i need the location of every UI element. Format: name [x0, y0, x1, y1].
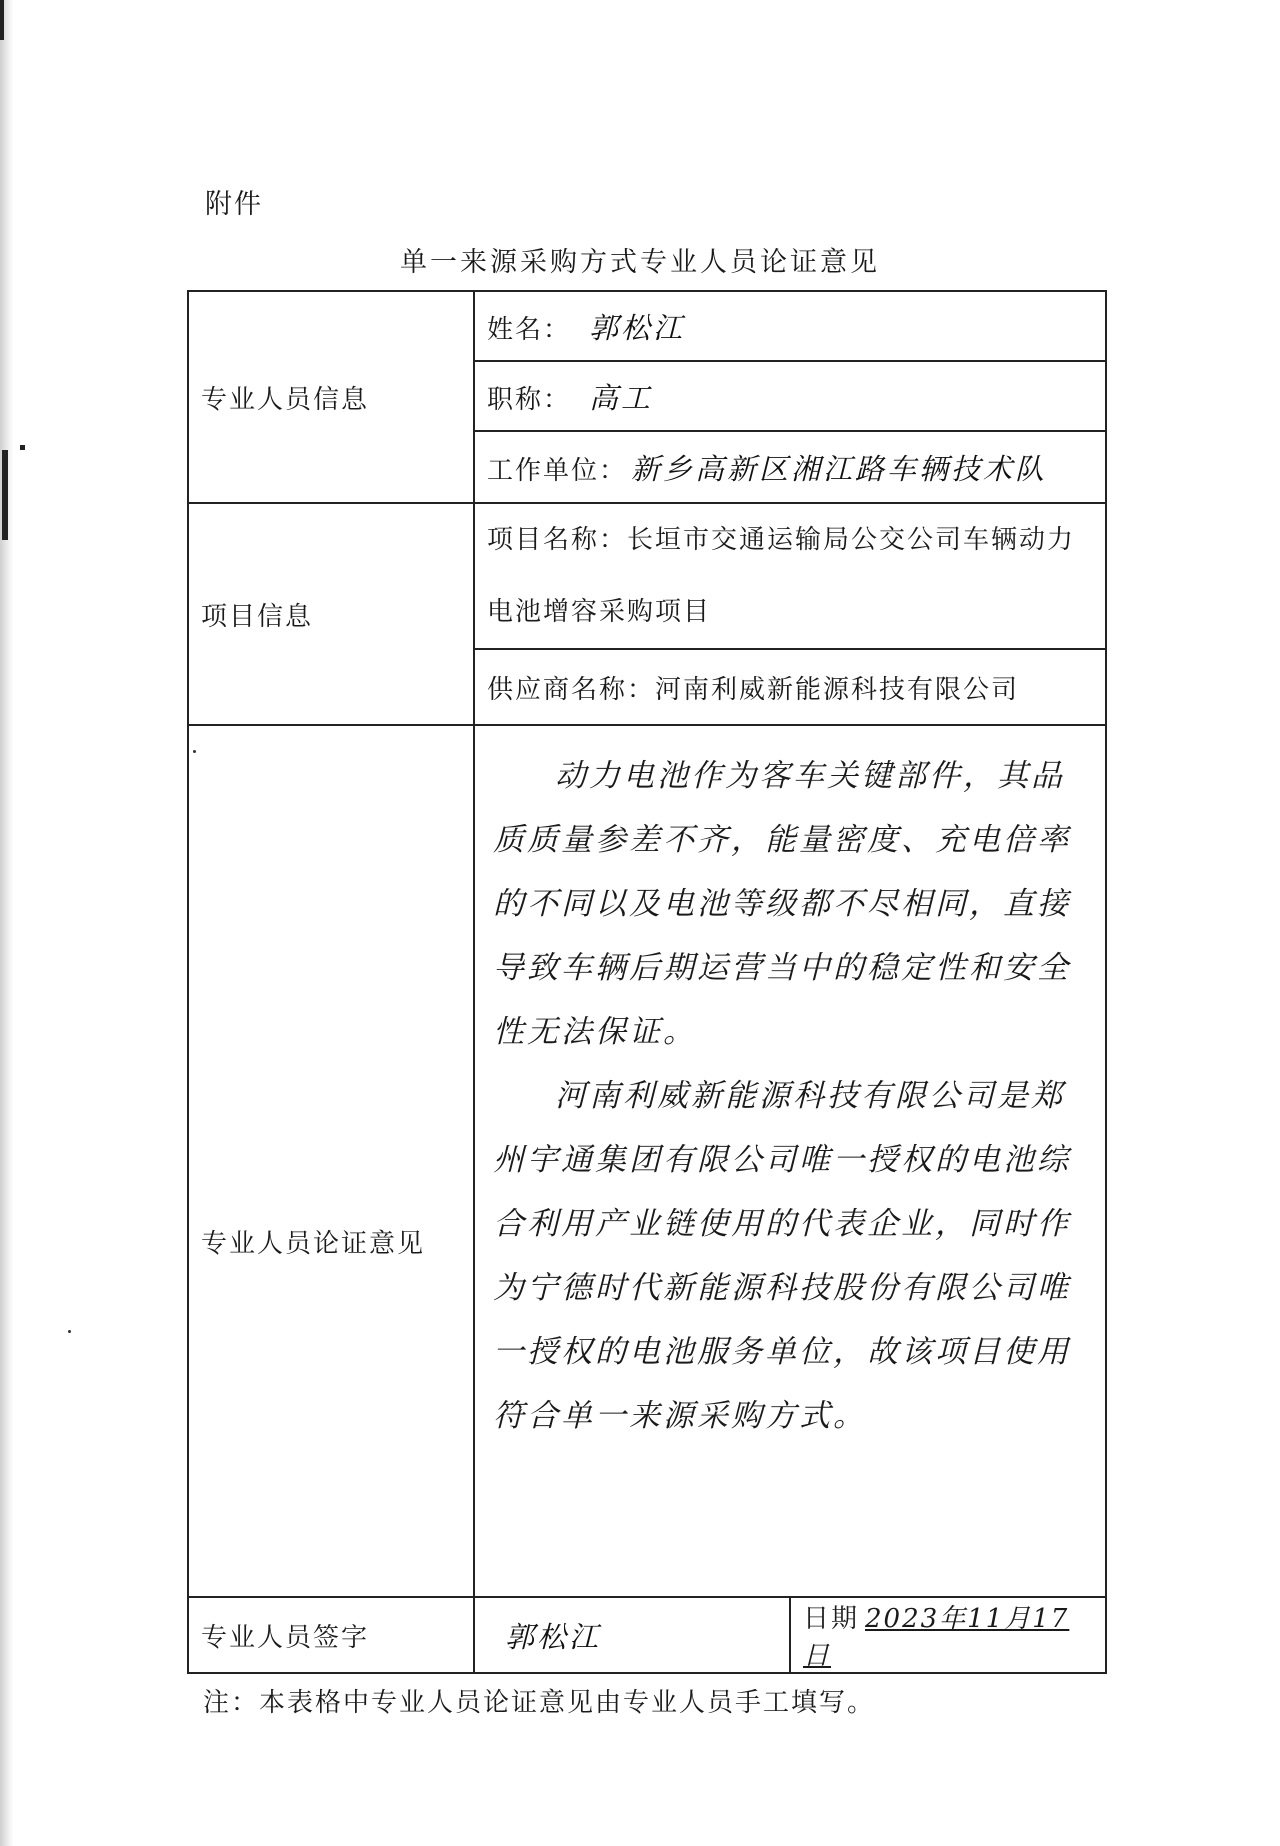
signature-handwriting: 郭松江 [505, 1619, 602, 1654]
scan-edge-mark [0, 0, 4, 40]
title-value: 高工 [589, 380, 654, 415]
signature-label: 专业人员签字 [188, 1597, 474, 1673]
opinion-section-label: 专业人员论证意见 [188, 725, 474, 1597]
project-name-value: 长垣市交通运输局公交公司车辆动力电池增容采购项目 [487, 525, 1076, 627]
supplier-label: 供应商名称： [487, 674, 656, 705]
employer-label: 工作单位： [487, 455, 628, 486]
name-label: 姓名： [487, 314, 572, 345]
employer-value: 新乡高新区湘江路车辆技术队 [631, 451, 1048, 486]
scan-edge-mark [2, 450, 8, 540]
signature-cell [474, 1597, 790, 1673]
title-label: 职称： [487, 384, 572, 415]
date-value: 2023年11月17日 [803, 1604, 1070, 1671]
footer-note: 注：本表格中专业人员论证意见由专业人员手工填写。 [203, 1688, 876, 1718]
supplier-row [474, 649, 1106, 725]
scan-dust [68, 1330, 71, 1333]
supplier-value: 河南利威新能源科技有限公司 [655, 674, 1020, 705]
opinion-form-table [187, 290, 1107, 1674]
personnel-section-label: 专业人员信息 [188, 291, 474, 503]
document-title: 单一来源采购方式专业人员论证意见 [400, 247, 880, 278]
title-row [474, 361, 1106, 431]
opinion-paragraph-2: 河南利威新能源科技有限公司是郑州宇通集团有限公司唯一授权的电池综合利用产业链使用的代表企业，同时作为宁德时代新能源科技股份有限公司唯一授权的电池服务单位，故该项目使用符合单一来源采购方式。 [493, 1078, 1071, 1434]
opinion-paragraph-1: 动力电池作为客车关键部件，其品质质量参差不齐，能量密度、充电倍率的不同以及电池等级都不尽相同，直接导致车辆后期运营当中的稳定性和安全性无法保证。 [493, 758, 1071, 1050]
employer-row [474, 431, 1106, 503]
name-row [474, 291, 1106, 361]
name-value: 郭松江 [589, 310, 686, 345]
project-name-row [474, 503, 1106, 649]
project-name-label: 项目名称： [487, 525, 628, 555]
scan-edge-mark [20, 445, 25, 450]
opinion-content [474, 725, 1106, 1597]
date-label: 日期 [803, 1604, 860, 1634]
project-section-label: 项目信息 [188, 503, 474, 725]
attachment-label: 附件 [205, 189, 263, 220]
date-cell [790, 1597, 1106, 1673]
